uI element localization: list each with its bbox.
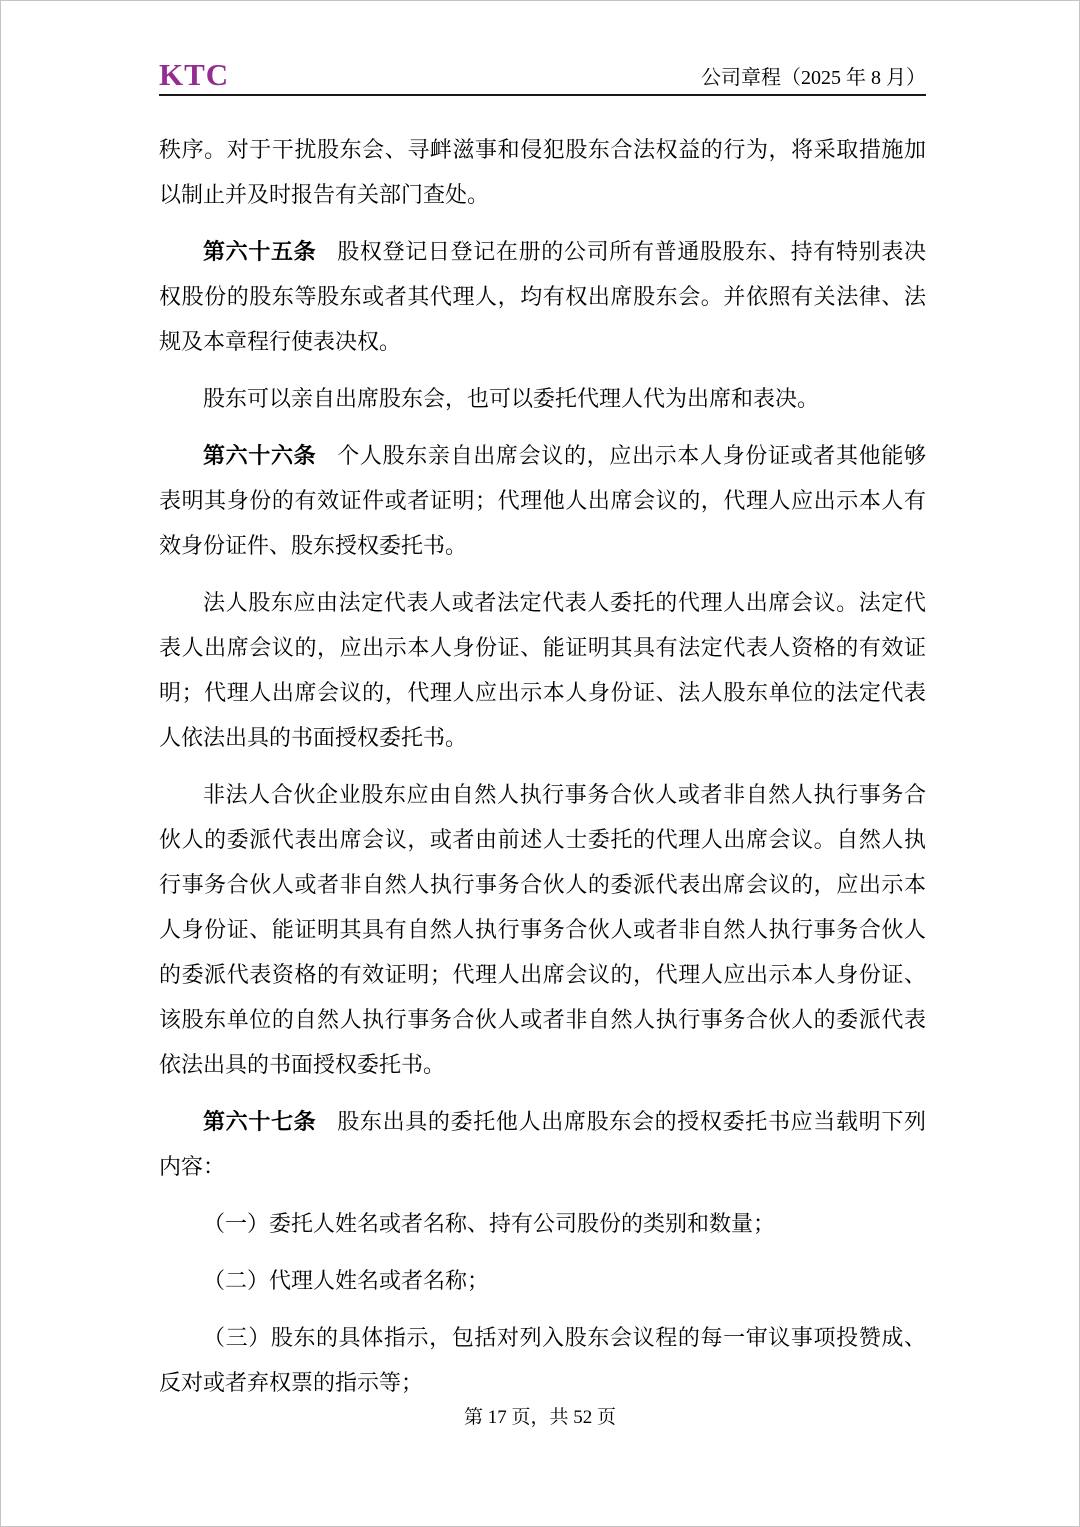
list-item-3: [159, 1303, 926, 1405]
paragraph: [159, 364, 926, 421]
article-text: 股权登记日登记在册的公司所有普通股股东、持有特别表决权股份的股东等股东或者其代理人，均有权出席股东会。并依照有关法律、法规及本章程行使表决权。: [159, 239, 926, 354]
article-number: 第六十六条: [203, 443, 317, 468]
paragraph-text: 法人股东应由法定代表人或者法定代表人委托的代理人出席会议。法定代表人出席会议的，应出示本人身份证、能证明其具有法定代表人资格的有效证明；代理人出席会议的，代理人应出示本人身份证、法人股东单位的法定代表人依法出具的书面授权委托书。: [159, 590, 926, 750]
article-paragraph-66: [159, 421, 926, 568]
paragraph-continuation: [159, 127, 926, 217]
paragraph: [159, 760, 926, 1087]
paragraph: [159, 568, 926, 760]
paragraph-text: 非法人合伙企业股东应由自然人执行事务合伙人或者非自然人执行事务合伙人的委派代表出席会议，或者由前述人士委托的代理人出席会议。自然人执行事务合伙人或者非自然人执行事务合伙人的委派代表出席会议的，应出示本人身份证、能证明其具有自然人执行事务合伙人或者非自然人执行事务合伙人的委派代表资格的有效证明；代理人出席会议的，代理人应出示本人身份证、该股东单位的自然人执行事务合伙人或者非自然人执行事务合伙人的委派代表依法出具的书面授权委托书。: [159, 782, 926, 1077]
article-number: 第六十七条: [203, 1109, 317, 1134]
page-number: 第 17 页，共 52 页: [463, 1407, 616, 1428]
article-text: 个人股东亲自出席会议的，应出示本人身份证或者其他能够表明其身份的有效证件或者证明；代理他人出席会议的，代理人应出示本人有效身份证件、股东授权委托书。: [159, 443, 926, 558]
paragraph-text: （三）股东的具体指示，包括对列入股东会议程的每一审议事项投赞成、反对或者弃权票的指示等；: [159, 1325, 926, 1395]
list-item-2: [159, 1246, 926, 1303]
paragraph-text: （一）委托人姓名或者名称、持有公司股份的类别和数量；: [203, 1211, 776, 1236]
article-text: 股东出具的委托他人出席股东会的授权委托书应当载明下列内容：: [159, 1109, 926, 1179]
ktc-logo: KTC: [159, 57, 230, 92]
document-body: [159, 127, 926, 1405]
article-paragraph-67: [159, 1087, 926, 1189]
article-paragraph-65: [159, 217, 926, 364]
article-number: 第六十五条: [203, 239, 317, 264]
page-header: [159, 59, 926, 96]
paragraph-text: 秩序。对于干扰股东会、寻衅滋事和侵犯股东合法权益的行为，将采取措施加以制止并及时报告有关部门查处。: [159, 137, 926, 207]
paragraph-text: （二）代理人姓名或者名称；: [203, 1268, 490, 1293]
list-item-1: [159, 1189, 926, 1246]
header-doc-title: 公司章程（2025 年 8 月）: [701, 67, 926, 89]
paragraph-text: 股东可以亲自出席股东会，也可以委托代理人代为出席和表决。: [203, 386, 820, 411]
